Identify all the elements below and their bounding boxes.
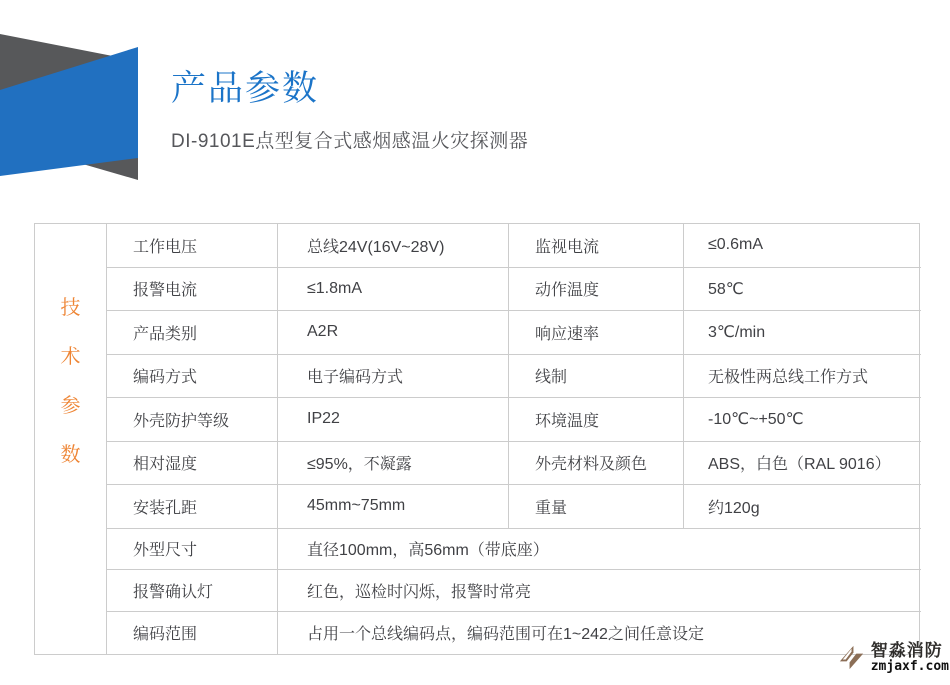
- spec-label: 响应速率: [509, 311, 684, 355]
- spec-label: 工作电压: [107, 224, 278, 268]
- side-header-char: 术: [60, 346, 81, 368]
- spec-label: 外壳防护等级: [107, 398, 278, 442]
- spec-value: 总线24V(16V~28V): [278, 224, 509, 268]
- spec-value: 直径100mm，高56mm（带底座）: [278, 529, 921, 571]
- spec-value: 约120g: [684, 485, 921, 529]
- spec-label: 产品类别: [107, 311, 278, 355]
- spec-label: 重量: [509, 485, 684, 529]
- spec-label: 动作温度: [509, 268, 684, 312]
- spec-label: 外壳材料及颜色: [509, 442, 684, 486]
- side-header-char: 参: [60, 395, 81, 417]
- spec-label: 监视电流: [509, 224, 684, 268]
- spec-label: 编码范围: [107, 612, 278, 654]
- spec-table: [34, 223, 920, 655]
- decor-blue-ribbon: [0, 0, 140, 212]
- spec-value: -10℃~+50℃: [684, 398, 921, 442]
- spec-value: ABS，白色（RAL 9016）: [684, 442, 921, 486]
- spec-value: ≤95%，不凝露: [278, 442, 509, 486]
- watermark: [835, 641, 949, 674]
- spec-label: 安装孔距: [107, 485, 278, 529]
- spec-value: 电子编码方式: [278, 355, 509, 399]
- spec-value: 3℃/min: [684, 311, 921, 355]
- spec-label: 线制: [509, 355, 684, 399]
- spec-value: 红色，巡检时闪烁，报警时常亮: [278, 570, 921, 612]
- table-side-header: [35, 224, 107, 654]
- spec-value: IP22: [278, 398, 509, 442]
- spec-value: ≤1.8mA: [278, 268, 509, 312]
- product-subtitle: DI-9101E点型复合式感烟感温火灾探测器: [171, 130, 529, 152]
- spec-value: 45mm~75mm: [278, 485, 509, 529]
- page-title: 产品参数: [171, 69, 320, 108]
- spec-label: 报警电流: [107, 268, 278, 312]
- spec-value: 占用一个总线编码点，编码范围可在1~242之间任意设定: [307, 626, 704, 644]
- side-header-char: 技: [60, 297, 81, 319]
- spec-label: 报警确认灯: [107, 570, 278, 612]
- spec-value: A2R: [278, 311, 509, 355]
- spec-label: 环境温度: [509, 398, 684, 442]
- watermark-text: [871, 642, 949, 673]
- spec-label: 编码方式: [107, 355, 278, 399]
- header: [171, 70, 528, 153]
- side-header-char: 数: [60, 444, 81, 466]
- watermark-site: zmjaxf.com: [870, 658, 949, 674]
- watermark-brand: 智淼消防: [870, 640, 943, 660]
- spec-label: 相对湿度: [107, 442, 278, 486]
- brand-logo-icon: [835, 641, 868, 674]
- spec-value: ≤0.6mA: [684, 224, 921, 268]
- spec-value: 58℃: [684, 268, 921, 312]
- spec-label: 外型尺寸: [107, 529, 278, 571]
- spec-value: 无极性两总线工作方式: [684, 355, 921, 399]
